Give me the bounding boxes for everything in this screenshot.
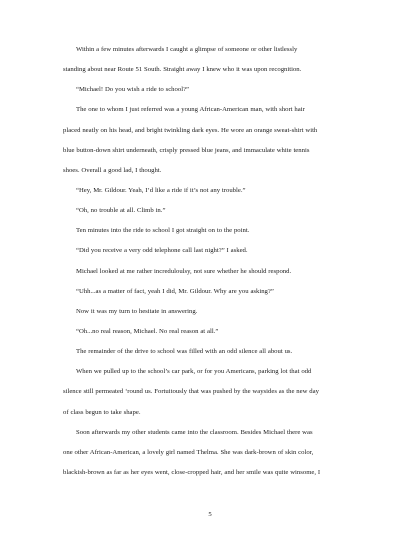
text-line: “Did you receive a very odd telephone call last night?” I asked. [76, 247, 248, 255]
text-line: “Michael! Do you wish a ride to school?” [76, 86, 190, 94]
text-line: shoes. Overall a good lad, I thought. [63, 166, 162, 174]
text-line: The one to whom I just referred was a young African-American man, with short hair [76, 106, 305, 114]
text-line: blue button-down shirt underneath, crisply pressed blue jeans, and immaculate white tennis [63, 146, 310, 154]
text-line: Soon afterwards my other students came into the classroom. Besides Michael there was [76, 428, 313, 436]
body-text [63, 46, 363, 489]
text-line: standing about near Route 51 South. Straight away I knew who it was upon recognition. [63, 66, 302, 74]
text-line: Michael looked at me rather increduloulsy, not sure whether he should respond. [76, 267, 292, 275]
page-number: 5 [208, 511, 212, 518]
text-line: “Oh...no real reason, Michael. No real reason at all.” [76, 327, 219, 335]
text-line: “Uhh...as a matter of fact, yeah I did, Mr. Gildour. Why are you asking?” [76, 287, 274, 295]
text-line: The remainder of the drive to school was filled with an odd silence all about us. [76, 348, 293, 356]
text-line: one other African-American, a lovely girl named Thelma. She was dark-brown of skin color, [63, 448, 314, 456]
text-line: Now it was my turn to hesitate in answering. [76, 307, 198, 315]
text-line: When we pulled up to the school’s car park, or for you Americans, parking lot that odd [76, 368, 312, 376]
text-line: blackish-brown as far as her eyes went, close-cropped hair, and her smile was quite winsome, I [63, 468, 321, 476]
text-line: “Hey, Mr. Gildour. Yeah, I’d like a ride if it’s not any trouble.” [76, 186, 246, 194]
text-line: Ten minutes into the ride to school I got straight on to the point. [76, 227, 250, 235]
text-line: of class begun to take shape. [63, 408, 141, 416]
text-line: placed neatly on his head, and bright twinkling dark eyes. He wore an orange sweat-shirt with [63, 126, 318, 134]
text-line: silence still permeated ‘round us. Fortuitously that was pushed by the waysides as the new day [63, 388, 319, 396]
text-line: “Oh, no trouble at all. Climb in.” [76, 207, 166, 215]
text-line: Within a few minutes afterwards I caught a glimpse of someone or other listlessly [76, 46, 298, 53]
